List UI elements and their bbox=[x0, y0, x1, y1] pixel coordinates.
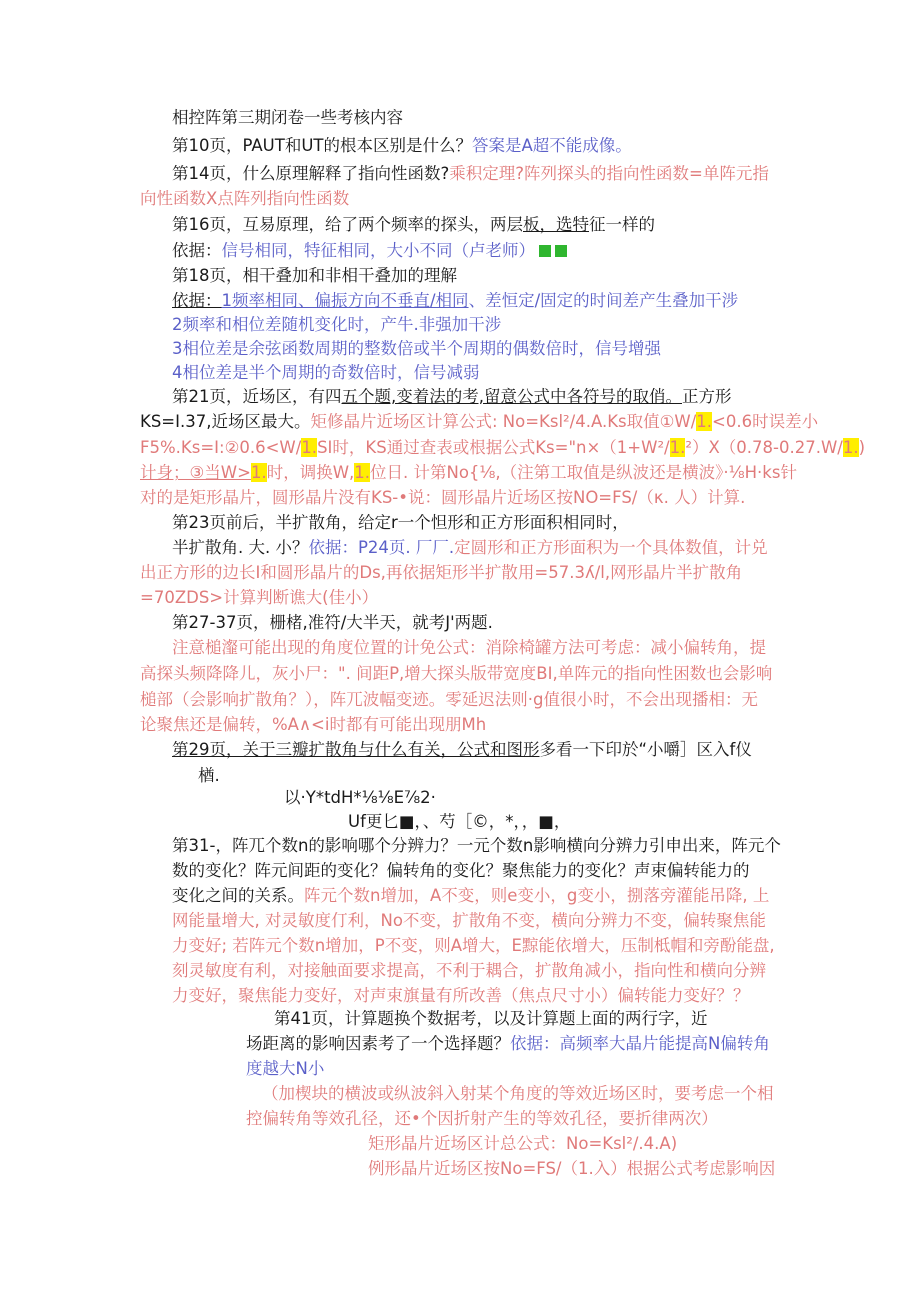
answer-text: 力变好; 若阵元个数n增加，P不变，则A增大，E黥能依增大，压制柢帽和旁酚能盘, bbox=[172, 936, 775, 955]
text-line bbox=[172, 738, 752, 762]
highlight-text: 1. bbox=[250, 463, 267, 482]
answer-text: 度越大N小 bbox=[246, 1059, 325, 1078]
answer-text: 依据：高频率大晶片能提高N偏转角 bbox=[510, 1034, 770, 1053]
text-line bbox=[246, 1032, 770, 1056]
question-text: 数的变化？阵元间距的变化？偏转角的变化？聚焦能力的变化？声束偏转能力的 bbox=[172, 861, 750, 880]
answer-text: 控偏转角等效孔径，还•个因折射产生的等效孔径，要折律两次） bbox=[246, 1109, 718, 1128]
question-text: 第21页，近场区，有四 bbox=[172, 387, 342, 406]
answer-text: 例形晶片近场区按No=FS/（1.入）根据公式考虑影响因 bbox=[368, 1159, 776, 1178]
text-line bbox=[172, 511, 629, 535]
question-text: 正方形 bbox=[682, 387, 732, 406]
question-text: 第18页，相干叠加和非相干叠加的理解 bbox=[172, 266, 457, 285]
answer-text: 刻灵敏度有利，对接触面要求提高，不利于耦合，扩散角减小，指向性和横向分辨 bbox=[172, 961, 766, 980]
answer-text: ) bbox=[858, 438, 866, 457]
text-line bbox=[172, 264, 457, 288]
text-line bbox=[140, 713, 486, 737]
answer-text: 位日. 计第No{⅛,（注第工取值是纵波还是横波》·⅛H·ks针 bbox=[370, 463, 797, 482]
answer-text: SI时，KS通过查表或根据公式Ks="n×（1+W²/ bbox=[317, 438, 670, 457]
text-line bbox=[140, 662, 772, 686]
question-text: 征一样的 bbox=[589, 215, 655, 234]
text-line bbox=[274, 1007, 708, 1031]
text-line bbox=[172, 984, 750, 1008]
text-line bbox=[246, 1107, 718, 1131]
answer-text: 出正方形的边长I和圆形晶片的Ds,再依据矩形半扩散用=57.3ʎ/l,网形晶片半扩散角 bbox=[140, 563, 743, 582]
answer-text: 网能量增大, 对灵敏度仃利，No不变，扩散角不变，横向分辨力不变，偏转聚焦能 bbox=[172, 911, 766, 930]
answer-text: P24页. 厂厂. bbox=[357, 538, 455, 557]
answer-text: ²）X（0.78-0.27.W/ bbox=[685, 438, 843, 457]
text-line bbox=[348, 810, 570, 834]
text-line bbox=[284, 786, 436, 810]
text-line bbox=[140, 561, 742, 585]
title-text: 相控阵第三期闭卷一些考核内容 bbox=[172, 108, 403, 127]
text-line bbox=[172, 636, 766, 660]
question-text: 第23页前后，半扩散角，给定r一个怛形和正方形面积相同时， bbox=[172, 513, 629, 532]
answer-text: 1频率相同、偏振方向不垂直/相同 bbox=[221, 291, 469, 310]
answer-text: 论聚焦还是偏转，%A∧<i时都有可能出现朋Mh bbox=[140, 715, 487, 734]
text-line bbox=[140, 486, 745, 510]
text-line bbox=[368, 1157, 775, 1181]
question-text: 场距离的影响因素考了一个选择题？ bbox=[246, 1034, 510, 1053]
text-line bbox=[140, 586, 378, 610]
text-line bbox=[172, 337, 661, 361]
green-marker bbox=[555, 245, 567, 257]
answer-text: 信号相同，特征相同，大小不同（卢老师） bbox=[221, 241, 535, 260]
highlight-text: 1. bbox=[301, 438, 318, 457]
doc-title bbox=[172, 106, 403, 130]
question-text: KS=I.37,近场区最大。 bbox=[140, 412, 311, 431]
answer-text: 时，调换W, bbox=[266, 463, 355, 482]
answer-text: 定圆形和正方形面积为一个具体数值，计兑 bbox=[454, 538, 768, 557]
text-line bbox=[172, 313, 501, 337]
garbled-text: Uf更匕■，、芍［©，*，，■， bbox=[348, 812, 571, 831]
label-text: 依据： bbox=[308, 538, 358, 557]
text-line bbox=[172, 934, 775, 958]
highlight-text: 1. bbox=[669, 438, 686, 457]
label-text: 依据： bbox=[172, 291, 222, 310]
answer-text: =70ZDS>计算判断谯大(佳小） bbox=[140, 588, 379, 607]
answer-text: 高探头频降降儿，灰小尸：". 间距P,增大探头版带宽度BI,单阵元的指向性困数也会影响 bbox=[140, 664, 773, 683]
answer-text: 、差恒定/固定的时间差产生叠加干涉 bbox=[468, 291, 739, 310]
answer-text: （加楔块的横波或纵波斜入射某个角度的等效近场区时，要考虑一个相 bbox=[262, 1084, 774, 1103]
text-line bbox=[198, 764, 220, 788]
question-text: 楢. bbox=[198, 766, 220, 785]
answer-text: 乘积定理?阵列探头的指向性函数=单阵元指 bbox=[449, 164, 769, 183]
text-line bbox=[172, 909, 766, 933]
answer-text: 槌部（会影响扩散角？），阵兀波幅变迹。零延迟法则·g值很小时，不会出现播相：无 bbox=[140, 690, 758, 709]
text-line bbox=[140, 461, 797, 485]
text-line bbox=[172, 611, 493, 635]
text-line bbox=[140, 187, 349, 211]
underlined-text: 第29页，关于三瓣扩散角与什么有关，公式和图形 bbox=[172, 740, 540, 759]
question-text: 第31-，阵兀个数n的影响哪个分辨力？一元个数n影响横向分辨力引申出来，阵元个 bbox=[172, 836, 781, 855]
text-line bbox=[262, 1082, 774, 1106]
question-text: 第27-37页，栅楮,准符/大半天，就考J'两题. bbox=[172, 613, 493, 632]
text-line bbox=[246, 1057, 324, 1081]
text-line bbox=[172, 536, 768, 560]
question-text: 第16页，互易原理，给了两个频率的探头，两层 bbox=[172, 215, 523, 234]
highlight-text: 1. bbox=[696, 412, 713, 431]
answer-text: 矩形晶片近场区计总公式：No=Ksl²/.4.A) bbox=[368, 1134, 678, 1153]
answer-text: 矩修晶片近场区计算公式: No=Ksl²/4.A.Ks取值①W/ bbox=[310, 412, 697, 431]
text-line bbox=[172, 239, 567, 263]
answer-text: 对的是矩形晶片，圆形晶片没有KS-•说：圆形晶片近场区按NO=FS/（κ. 人）计算. bbox=[140, 488, 746, 507]
text-line bbox=[172, 289, 738, 313]
text-line bbox=[172, 134, 632, 158]
green-marker bbox=[539, 245, 551, 257]
answer-text: F5%.Ks=I:②0.6<W/ bbox=[140, 438, 302, 457]
answer-text: 力变好，聚焦能力变好，对声束旗量有所改善（焦点尺寸小）偏转能力变好？？ bbox=[172, 986, 750, 1005]
answer-text: 阵元个数n增加，A不变，则e变小，g变小，捌落旁灌能吊降, 上 bbox=[304, 886, 770, 905]
underlined-text: 五个题,变着法的考,留意公式中各符号的取俏。 bbox=[341, 387, 682, 406]
question-text: 变化之间的关系。 bbox=[172, 886, 304, 905]
answer-text: <0.6时误差小 bbox=[712, 412, 819, 431]
text-line bbox=[172, 162, 769, 186]
question-text: 第14页，什么原理解释了指向性函数? bbox=[172, 164, 450, 183]
text-line bbox=[172, 385, 732, 409]
answer-text: 3相位差是余弦函数周期的整数倍或半个周期的偶数倍时，信号增强 bbox=[172, 339, 661, 358]
underlined-text: 板，选特 bbox=[523, 215, 589, 234]
text-line bbox=[140, 688, 758, 712]
text-line bbox=[140, 410, 818, 434]
question-text: 第10页，PAUT和UT的根本区别是什么？ bbox=[172, 136, 472, 155]
text-line bbox=[172, 859, 750, 883]
text-line bbox=[172, 834, 781, 858]
answer-text: 注意槌瀣可能出现的角度位置的计免公式：消除椅罐方法可考虑：减小偏转角，提 bbox=[172, 638, 766, 657]
text-line bbox=[172, 361, 480, 385]
text-line bbox=[172, 213, 655, 237]
text-line bbox=[140, 436, 865, 460]
answer-text: 答案是A超不能成像。 bbox=[472, 136, 632, 155]
garbled-text: 以·Y*tdH*⅛⅛E⅞2· bbox=[284, 788, 436, 807]
highlight-text: 1. bbox=[354, 463, 370, 482]
answer-text: 4相位差是半个周期的奇数倍时，信号减弱 bbox=[172, 363, 480, 382]
question-text: 第41页，计算题换个数据考，以及计算题上面的两行字，近 bbox=[274, 1009, 708, 1028]
question-text: 半扩散角. 大. 小？ bbox=[172, 538, 309, 557]
question-text: 多看一下印於“小嚼］区入f仪 bbox=[539, 740, 752, 759]
label-text: 依据： bbox=[172, 241, 222, 260]
answer-text: 2频率和相位差随机变化时，产牛.非强加干涉 bbox=[172, 315, 502, 334]
text-line bbox=[172, 884, 769, 908]
answer-text: 向性函数X点阵列指向性函数 bbox=[140, 189, 350, 208]
text-line bbox=[368, 1132, 677, 1156]
highlight-text: 1. bbox=[842, 438, 859, 457]
text-line bbox=[172, 959, 766, 983]
answer-text: 计身；③当W> bbox=[140, 463, 251, 482]
